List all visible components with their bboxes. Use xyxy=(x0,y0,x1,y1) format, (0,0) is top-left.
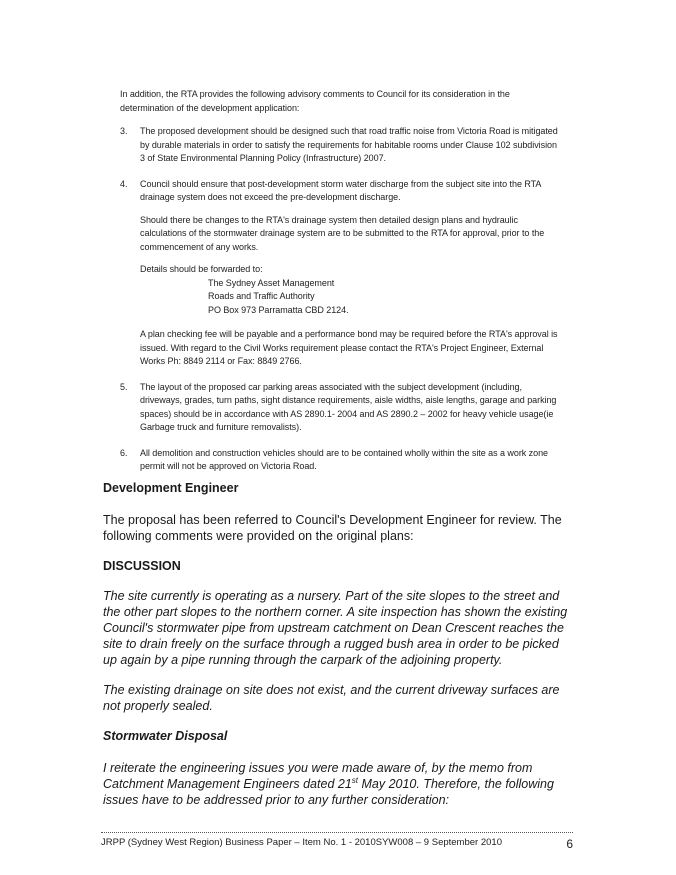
rta-address-block xyxy=(140,277,560,318)
stormwater-text-a: I reiterate the engineering issues you were made aware of, by the memo from Catchment Management Engineers dated 21 xyxy=(103,761,533,791)
letter-item-4 xyxy=(120,178,560,369)
footer-text: JRPP (Sydney West Region) Business Paper – Item No. 1 - 2010SYW008 – 9 September 2010 xyxy=(101,837,502,848)
discussion-paragraph-2: The existing drainage on site does not exist, and the current driveway surfaces are not properly sealed. xyxy=(103,683,560,713)
item-text: The proposed development should be designed such that road traffic noise from Victoria Road is mitigated by durable materials in order to satisfy the requirements for habitable rooms under Clause 102 subdivision 3 of State Environmental Planning Policy (Infrastructure) 2007. xyxy=(140,126,558,163)
item-number: 3. xyxy=(120,126,128,136)
stormwater-text-b: May 2010. Therefore, the following issues have to be addressed prior to any further consideration: xyxy=(103,777,554,807)
item-text: All demolition and construction vehicles should are to be contained wholly within the site as a work zone permit will not be approved on Victoria Road. xyxy=(140,447,548,471)
heading-development-engineer: Development Engineer xyxy=(103,481,239,495)
rta-letter-excerpt xyxy=(120,88,560,486)
report-body xyxy=(103,480,573,808)
item-number: 5. xyxy=(120,381,128,392)
discussion-paragraph-1: The site currently is operating as a nursery. Part of the site slopes to the street and the other part slopes to the northern corner. A site inspection has shown the existing Council's stormwater pipe from upstream catchment on Dean Crescent reaches the site to drain freely on the surface through a rugged bush area in order to be picked up again by a pipe running through the carpark of the adjoining property. xyxy=(103,589,568,667)
heading-discussion: DISCUSSION xyxy=(103,559,181,573)
letter-intro: In addition, the RTA provides the following advisory comments to Council for its consideration in the determination of the development application: xyxy=(120,89,510,113)
details-label: Details should be forwarded to: xyxy=(140,264,263,274)
letter-item-3 xyxy=(120,125,560,166)
item-paragraph-3: A plan checking fee will be payable and a performance bond may be required before the RTA's approval is issued. With regard to the Civil Works requirement please contact the RTA's Project Engineer, External Works Ph: 8849 2114 or Fax: 8849 2766. xyxy=(140,329,558,366)
address-line-2: Roads and Traffic Authority xyxy=(208,291,315,301)
item-text: Council should ensure that post-development storm water discharge from the subject site into the RTA drainage system does not exceed the pre-development discharge. xyxy=(140,178,541,202)
item-number: 6. xyxy=(120,447,128,458)
letter-item-6 xyxy=(120,447,560,474)
address-line-3: PO Box 973 Parramatta CBD 2124. xyxy=(208,304,349,315)
ordinal-suffix: st xyxy=(351,775,359,785)
page-number: 6 xyxy=(566,837,573,851)
item-text: The layout of the proposed car parking areas associated with the subject development (including, driveways, grades, turn paths, sight distance requirements, aisle widths, aisle lengths, garage and parking spaces) should be in accordance with AS 2890.1- 2004 and AS 2890.2 – 2002 for heavy vehicle usage(ie Garbage truck and furniture removalists). xyxy=(140,381,557,432)
letter-item-5 xyxy=(120,381,560,435)
referral-paragraph: The proposal has been referred to Council's Development Engineer for review. The following comments were provided on the original plans: xyxy=(103,513,562,543)
heading-stormwater-disposal: Stormwater Disposal xyxy=(103,729,228,743)
item-paragraph-2: Should there be changes to the RTA's drainage system then detailed design plans and hydraulic calculations of the stormwater drainage system are to be submitted to the RTA for approval, prior to the commencement of any works. xyxy=(140,214,545,252)
address-line-1: The Sydney Asset Management xyxy=(208,277,335,288)
item-number: 4. xyxy=(120,178,128,189)
page-footer xyxy=(101,832,573,851)
stormwater-paragraph xyxy=(103,760,573,808)
